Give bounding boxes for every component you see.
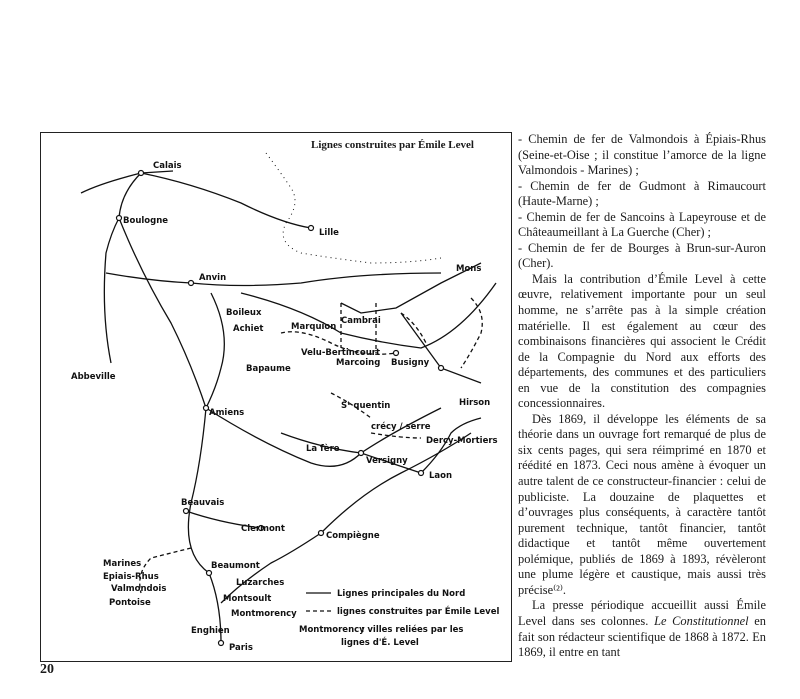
- label-marines: Marines: [103, 559, 142, 569]
- label-st-quentin: Sᵗ quentin: [341, 401, 391, 411]
- line-amiens-paris: [188, 408, 221, 643]
- label-paris: Paris: [229, 643, 253, 653]
- newspaper-title: Le Constitutionnel: [654, 613, 749, 628]
- label-amiens: Amiens: [209, 408, 245, 418]
- label-anvin: Anvin: [199, 273, 227, 283]
- line-compiegne-soissons: [321, 433, 471, 533]
- paragraph-4: - Chemin de fer de Bourges à Brun-sur-Auron (Cher).: [518, 240, 766, 271]
- label-enghien: Enghien: [191, 626, 230, 636]
- label-beaumont: Beaumont: [211, 561, 260, 571]
- label-achiet: Achiet: [233, 324, 264, 334]
- label-lille: Lille: [319, 228, 339, 238]
- label-abbeville: Abbeville: [71, 372, 116, 382]
- level-line-5: [461, 298, 482, 368]
- label-busigny: Busigny: [391, 358, 430, 368]
- label-epiais: Epiais-Rhus: [103, 572, 159, 582]
- border-line: [266, 153, 441, 263]
- legend-towns-text: : villes reliées par les: [361, 625, 464, 635]
- label-valmondois: Valmondois: [111, 584, 167, 594]
- legend-main-text: Lignes principales du Nord: [337, 589, 466, 599]
- label-boulogne: Boulogne: [123, 216, 169, 226]
- railway-map: [41, 133, 511, 661]
- line-boulogne-amiens: [119, 218, 206, 408]
- label-clermont: Clermont: [241, 524, 285, 534]
- label-marcoing: Marcoing: [336, 358, 381, 368]
- label-mons: Mons: [456, 264, 482, 274]
- legend-towns-label: Montmorency: [299, 625, 365, 635]
- paragraph-7: [518, 598, 766, 660]
- legend-towns-text-2: lignes d'É. Level: [341, 638, 419, 648]
- line-arras: [206, 293, 224, 408]
- paragraph-7-end: en fait son rédacteur scientifique de 1868 à 1872. En 1869, il entre en tant: [518, 613, 767, 660]
- label-bapaume: Bapaume: [246, 364, 291, 374]
- level-line-3: [371, 433, 421, 438]
- map-figure: [40, 132, 512, 662]
- label-compiegne: Compiègne: [326, 531, 380, 541]
- page-number: 20: [40, 662, 54, 677]
- paragraph-6: Dès 1869, il développe les éléments de sa théorie dans un ouvrage fort remarqué de plus de six cents pages, qui sera réimprimé en 1870 et réédité en 1873. Ceci nous amène à évoquer un autre talent de ce constructeur-financier : celui de publiciste. La douzaine de plaquettes et d’ouvrages plus conséquents, à caractère tantôt purement technique, tantôt financier, tantôt didactique et tantôt même ouvertement polémique, publiés de 1869 à 1893, révèleront une plume légère et caustique, mais aussi très précise⁽²⁾.: [518, 411, 766, 597]
- label-velu: Velu-Bertincourt: [301, 348, 381, 358]
- label-cambrai: Cambrai: [341, 316, 381, 326]
- line-anvin: [106, 273, 441, 286]
- paragraph-5: Mais la contribution d’Émile Level à cette œuvre, relativement importante pour un seul homme, ne s’arrête pas à la simple création matérielle. Il est également au cœur des combinaisons financières qui associent le Crédit de la Compagnie du Nord aux efforts des départements, des communes et des particuliers en vue de la constitution des compagnies concessionnaires.: [518, 271, 766, 411]
- label-marquion: Marquion: [291, 322, 337, 332]
- paragraph-3: - Chemin de fer de Sancoins à Lapeyrouse et de Châteaumeillant à La Guerche (Cher) ;: [518, 209, 766, 240]
- body-text-column: [518, 132, 766, 661]
- label-versigny: Versigny: [366, 456, 408, 466]
- figure-title: Lignes construites par Émile Level: [311, 139, 474, 151]
- label-laon: Laon: [429, 471, 453, 481]
- label-montmorency: Montmorency: [231, 609, 297, 619]
- line-calais-boulogne: [104, 173, 141, 363]
- label-montsoult: Montsoult: [223, 594, 272, 604]
- paragraph-7-start: La presse périodique accueillit aussi Émile Level dans ses colonnes.: [518, 598, 766, 628]
- label-pontoise: Pontoise: [109, 598, 151, 608]
- label-hirson: Hirson: [459, 398, 491, 408]
- label-calais: Calais: [153, 161, 182, 171]
- label-la-fere: La fère: [306, 444, 340, 454]
- label-beauvais: Beauvais: [181, 498, 225, 508]
- paragraph-2: - Chemin de fer de Gudmont à Rimaucourt (Haute-Marne) ;: [518, 178, 766, 209]
- legend-level-text: lignes construites par Émile Level: [337, 607, 500, 617]
- label-crecy: crécy / serre: [371, 422, 431, 432]
- label-dercy: Dercy-Mortiers: [426, 436, 498, 446]
- paragraph-1: - Chemin de fer de Valmondois à Épiais-Rhus (Seine-et-Oise ; il constitue l’amorce de la ligne Valmondois - Marines) ;: [518, 132, 766, 178]
- coast-line: [81, 171, 173, 193]
- label-luzarches: Luzarches: [236, 578, 285, 588]
- label-boileux: Boileux: [226, 308, 262, 318]
